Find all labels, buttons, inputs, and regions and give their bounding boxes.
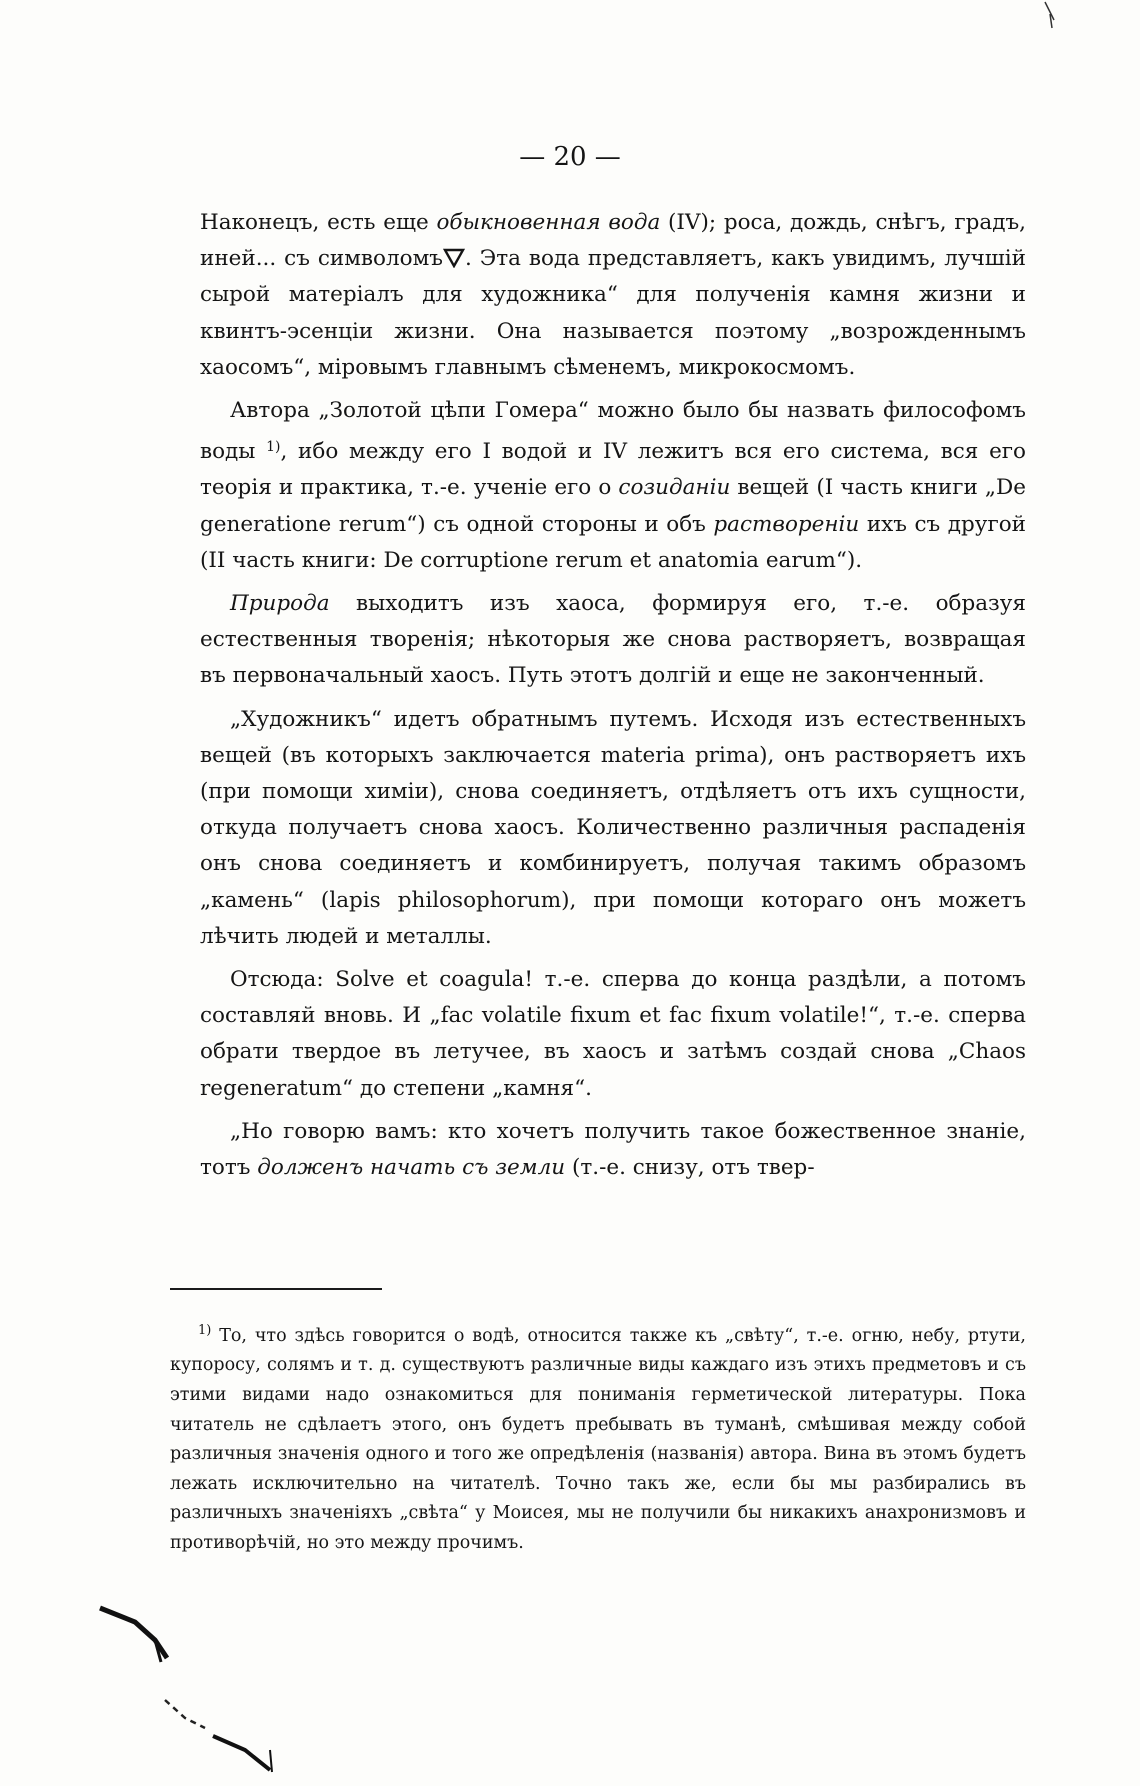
paragraph-2-text-a: Автора „Золотой цѣпи Гомера“ можно было бы назвать философомъ воды [200,398,1026,465]
paragraph-6 [200,1114,1026,1186]
paragraph-3-italic: Природа [230,591,330,617]
footnote-reference: 1) [266,439,281,456]
scan-artifact-mark-top [1040,0,1080,50]
paragraph-2 [200,393,1026,579]
footnote [170,1316,1026,1559]
paragraph-5-text: Отсюда: Solve et coagula! т.-е. сперва до конца раздѣли, а потомъ составляй вновь. И „fac volatile fixum et fac fixum volatile!“, т.-е. сперва обрати твердое въ летучее, въ хаосъ и затѣмъ создай снова „Chaos regeneratum“ до степени „камня“. [200,967,1026,1101]
paragraph-1-text-c: . Эта вода представляетъ, какъ увидимъ, лучшій сырой матеріалъ для художника“ для получeнія камня жизни и квинтъ-эсенціи жизни. Она называется поэтому „возрожденнымъ хаосомъ“, міровымъ главнымъ сѣменемъ, микрокосмомъ. [200,246,1026,380]
footnote-divider [170,1288,382,1290]
paragraph-1-text-b: (IV); роса, дождь, снѣгъ, градъ, иней... съ символомъ [200,210,1026,272]
paragraph-3-text: выходитъ изъ хаоса, формируя его, т.-е. образуя естественныя творенія; нѣкоторыя же снова растворяетъ, возвращая въ первоначальный хаосъ. Путь этотъ долгій и еще не законченный. [200,591,1026,689]
page-number: — 20 — [519,142,621,172]
paragraph-4 [200,702,1026,955]
paragraph-2-italic-b: раствореніи [713,511,860,537]
footnote-marker: 1) [198,1323,212,1338]
paragraph-5 [200,962,1026,1107]
paragraph-2-text-c: вещей (I часть книги „De generatione rerum“) съ одной стороны и объ [200,475,1027,537]
scan-artifact-mark [95,1600,295,1780]
paragraph-2-text-d: ихъ съ другой (II часть книги: De corruptione rerum et anatomia earum“). [200,511,1026,573]
paragraph-6-text-b: (т.-е. снизу, отъ твер- [565,1155,815,1181]
body-text [200,205,1026,1193]
paragraph-2-text-b: , ибо между его I водой и IV лежитъ вся его система, вся его теорія и практика, т.-е. ученіе его о [200,439,1027,501]
paragraph-6-text-a: „Но говорю вамъ: кто хочетъ получить такое божественное знаніе, тотъ [200,1118,1026,1181]
paragraph-1 [200,205,1026,386]
paragraph-2-italic-a: созиданіи [618,475,731,501]
paragraph-6-italic: долженъ начать съ земли [257,1155,566,1181]
footnote-text: То, что здѣсь говорится о водѣ, относится также къ „свѣту“, т.-е. огню, небу, ртути, купоросу, солямъ и т. д. существуютъ различные виды каждаго изъ этихъ предметовъ и съ этими видами надо ознакомиться для пониманія герметической литературы. Пока читатель не сдѣлаетъ этого, онъ будетъ пребывать въ туманѣ, смѣшивая между собой различныя значенія одного и того же опредѣленія (названія) автора. Вина въ этомъ будетъ лежать исключительно на читателѣ. Точно такъ же, если бы мы разбирались въ различныхъ значеніяхъ „свѣта“ у Моисея, мы не получили бы никакихъ анахронизмовъ и противорѣчій, но это между прочимъ. [170,1325,1026,1553]
water-triangle-symbol-icon [443,248,465,268]
paragraph-1-text-a: Наконецъ, есть еще [200,210,437,235]
paragraph-3 [200,586,1026,695]
paragraph-4-text: „Художникъ“ идетъ обратнымъ путемъ. Исходя изъ естественныхъ вещей (въ которыхъ заключается materia prima), онъ растворяетъ ихъ (при помощи химіи), снова соединяетъ, отдѣляетъ отъ ихъ сущности, откуда получаетъ снова хаосъ. Количественно различныя распаденія онъ снова соединяетъ и комбинируетъ, получая такимъ образомъ „камень“ (lapis philosophorum), при помощи котораго онъ можетъ лѣчить людей и металлы. [200,706,1026,949]
paragraph-1-italic: обыкновенная вода [436,210,661,235]
